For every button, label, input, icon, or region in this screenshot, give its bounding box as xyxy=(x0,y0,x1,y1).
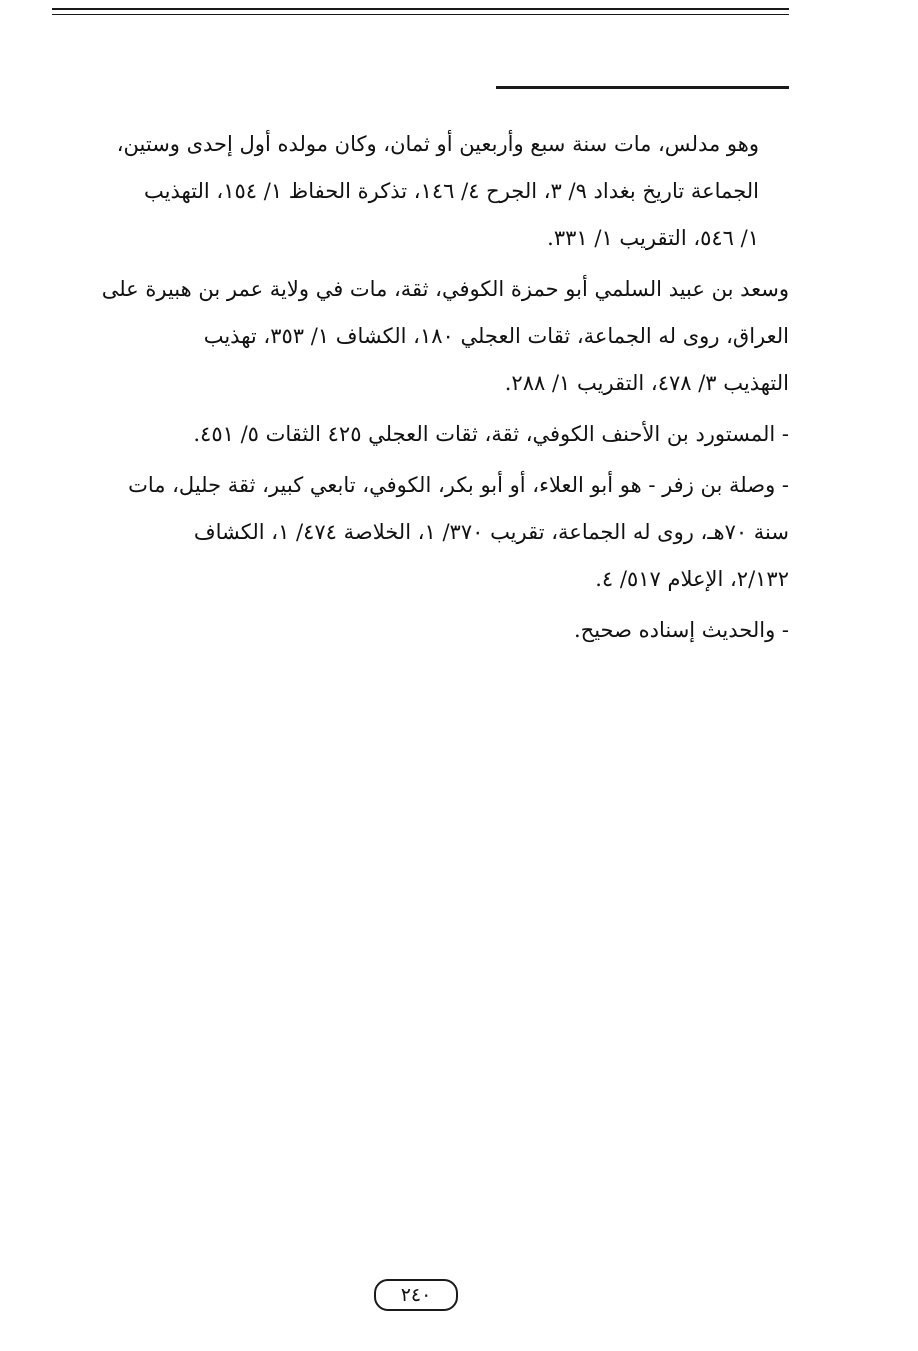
text-line: - والحديث إسناده صحيح. xyxy=(573,618,789,642)
footnote-paragraph xyxy=(52,121,789,262)
footnote-paragraph xyxy=(52,266,789,407)
text-line: سنة ٧٠هـ، روى له الجماعة، تقريب ٣٧٠/ ١، الخلاصة ٤٧٤/ ١، الكشاف xyxy=(193,520,789,544)
header-rule-thick xyxy=(52,8,789,10)
header-rule-thin xyxy=(52,14,789,15)
text-line: العراق، روى له الجماعة، ثقات العجلي ١٨٠، الكشاف ١/ ٣٥٣، تهذيب xyxy=(203,324,789,348)
text-line: وسعد بن عبيد السلمي أبو حمزة الكوفي، ثقة، مات في ولاية عمر بن هبيرة على xyxy=(101,277,789,301)
text-line: - وصلة بن زفر - هو أبو العلاء، أو أبو بكر، الكوفي، تابعي كبير، ثقة جليل، مات xyxy=(128,473,789,497)
footnote-paragraph xyxy=(52,607,789,654)
page-number: ٢٤٠ xyxy=(374,1279,458,1311)
footnote-paragraph xyxy=(52,462,789,603)
text-line: ٢/١٣٢، الإعلام ٥١٧/ ٤. xyxy=(595,567,789,591)
footnote-paragraph xyxy=(52,411,789,458)
text-line: ١/ ٥٤٦، التقريب ١/ ٣٣١. xyxy=(547,226,759,250)
text-line: - المستورد بن الأحنف الكوفي، ثقة، ثقات العجلي ٤٢٥ الثقات ٥/ ٤٥١. xyxy=(193,422,789,446)
footnote-text-block xyxy=(52,121,789,658)
text-line: الجماعة تاريخ بغداد ٩/ ٣، الجرح ٤/ ١٤٦، تذكرة الحفاظ ١/ ١٥٤، التهذيب xyxy=(144,179,759,203)
footnote-separator-rule xyxy=(496,86,789,89)
text-line: التهذيب ٣/ ٤٧٨، التقريب ١/ ٢٨٨. xyxy=(504,371,789,395)
text-line: وهو مدلس، مات سنة سبع وأربعين أو ثمان، وكان مولده أول إحدى وستين، xyxy=(116,132,759,156)
